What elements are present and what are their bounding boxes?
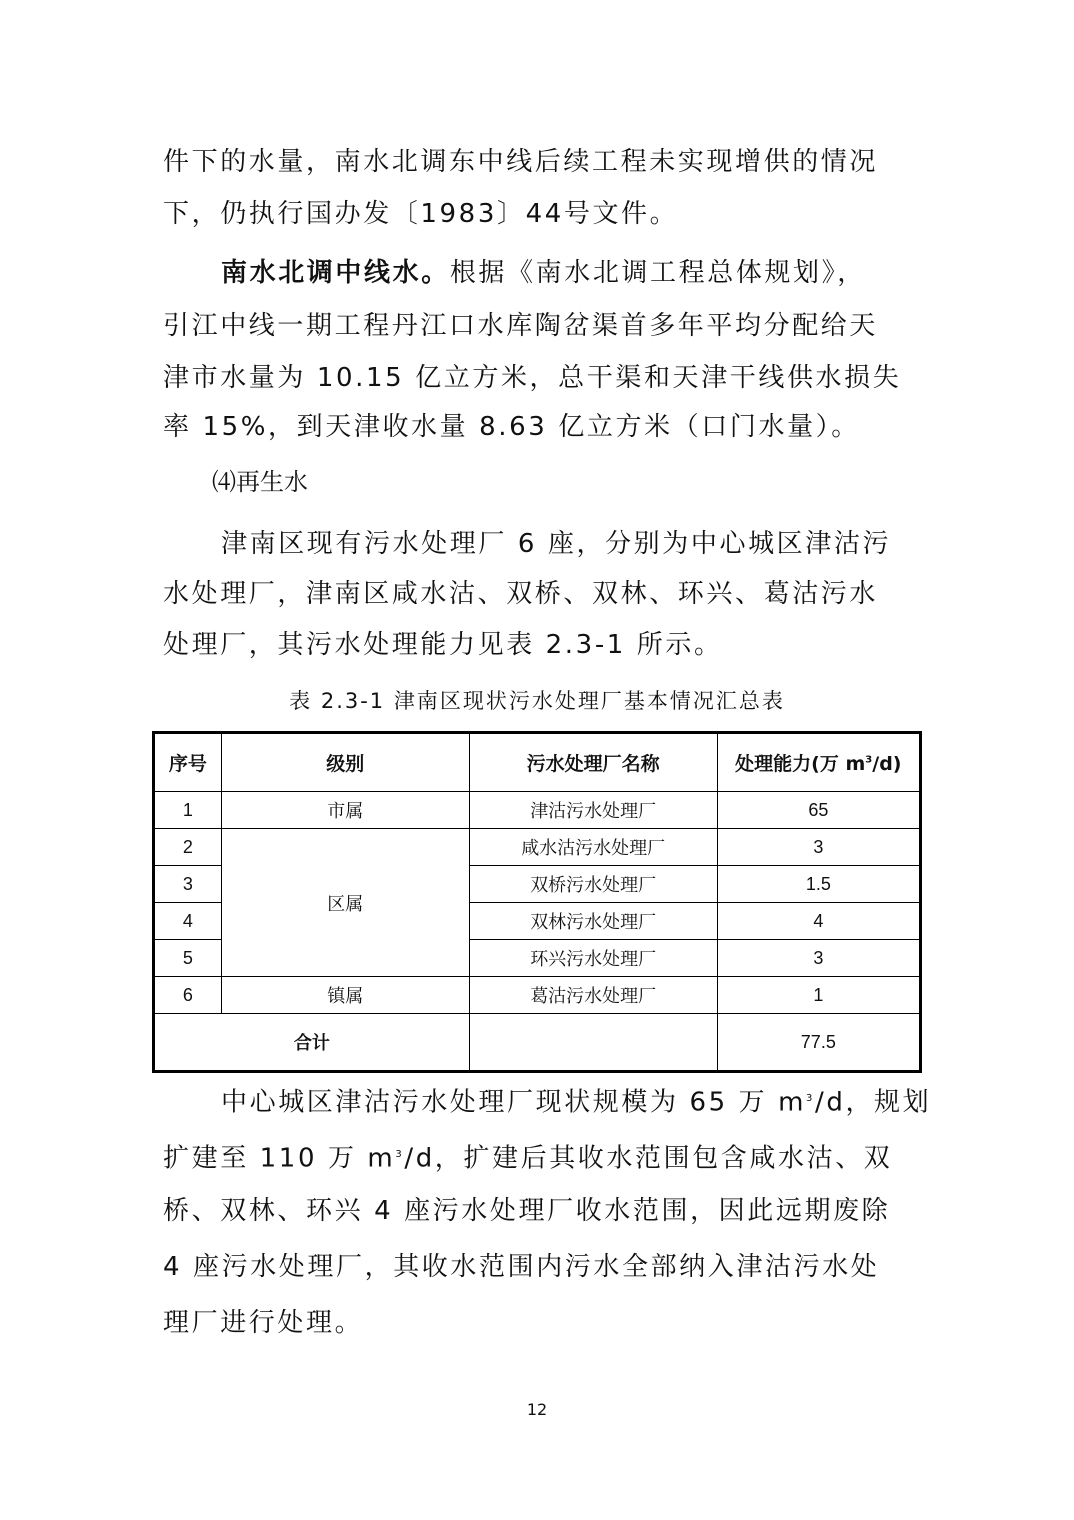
table-row <box>154 829 921 866</box>
cell-capacity: 65 <box>717 792 920 829</box>
paragraph-4-line-1 <box>163 1071 932 1131</box>
cell-index: 1 <box>154 792 222 829</box>
paragraph-3-line-1: 津南区现有污水处理厂 6 座，分别为中心城区津沽污 <box>221 529 892 559</box>
total-name <box>469 1014 717 1072</box>
paragraph-2-lead: 南水北调中线水。 <box>221 258 450 288</box>
paragraph-2-line-4: 率 15%，到天津收水量 8.63 亿立方米（口门水量）。 <box>163 412 860 442</box>
paragraph-1-line-2: 下，仍执行国办发〔1983〕44号文件。 <box>163 199 679 229</box>
superscript: 3 <box>806 1093 815 1104</box>
cell-name: 双桥污水处理厂 <box>469 866 717 903</box>
cell-level-merged: 区属 <box>221 829 469 977</box>
cell-name: 咸水沽污水处理厂 <box>469 829 717 866</box>
superscript: 3 <box>395 1149 405 1160</box>
table-row <box>154 977 921 1014</box>
section-heading-recycled-water: ⑷再生水 <box>212 468 308 496</box>
paragraph-1-line-1: 件下的水量，南水北调东中线后续工程未实现增供的情况 <box>163 147 879 177</box>
paragraph-4-line-2-tail: /d，扩建后其收水范围包含咸水沽、双 <box>404 1143 893 1174</box>
paragraph-4-line-4: 4 座污水处理厂，其收水范围内污水全部纳入津沽污水处 <box>163 1252 880 1282</box>
cell-capacity: 3 <box>717 940 920 977</box>
header-capacity-sup: 3 <box>865 754 873 766</box>
wastewater-plants-table <box>152 731 922 1073</box>
header-index: 序号 <box>154 733 222 792</box>
paragraph-2-line-1 <box>163 245 908 301</box>
header-name: 污水处理厂名称 <box>469 733 717 792</box>
paragraph-4-line-2 <box>163 1127 908 1187</box>
cell-capacity: 3 <box>717 829 920 866</box>
paragraph-4-line-1-tail: /d，规划 <box>814 1087 932 1118</box>
cell-capacity: 4 <box>717 903 920 940</box>
cell-level: 市属 <box>221 792 469 829</box>
cell-capacity: 1 <box>717 977 920 1014</box>
cell-name: 环兴污水处理厂 <box>469 940 717 977</box>
cell-index: 2 <box>154 829 222 866</box>
paragraph-2-line-3: 津市水量为 10.15 亿立方米，总干渠和天津干线供水损失 <box>163 363 902 393</box>
cell-name: 津沽污水处理厂 <box>469 792 717 829</box>
paragraph-3-line-3: 处理厂，其污水处理能力见表 2.3-1 所示。 <box>163 630 723 660</box>
table-caption: 表 2.3-1 津南区现状污水处理厂基本情况汇总表 <box>289 689 785 713</box>
header-capacity-unit: /d) <box>872 753 902 775</box>
table-header-row <box>154 733 921 792</box>
table-total-row <box>154 1014 921 1072</box>
cell-index: 4 <box>154 903 222 940</box>
cell-name: 双林污水处理厂 <box>469 903 717 940</box>
cell-level: 镇属 <box>221 977 469 1014</box>
cell-name: 葛沽污水处理厂 <box>469 977 717 1014</box>
total-capacity: 77.5 <box>717 1014 920 1072</box>
paragraph-3-line-2: 水处理厂，津南区咸水沽、双桥、双林、环兴、葛沽污水 <box>163 579 879 609</box>
cell-capacity: 1.5 <box>717 866 920 903</box>
paragraph-4-line-1-text: 中心城区津沽污水处理厂现状规模为 65 万 m <box>221 1087 807 1118</box>
paragraph-4-line-5: 理厂进行处理。 <box>163 1308 364 1338</box>
header-capacity-text: 处理能力(万 m <box>735 753 866 775</box>
paragraph-2-line-2: 引江中线一期工程丹江口水库陶岔渠首多年平均分配给天 <box>163 311 879 341</box>
paragraph-4-line-2-text: 扩建至 110 万 m <box>163 1143 396 1174</box>
paragraph-4-line-3: 桥、双林、环兴 4 座污水处理厂收水范围，因此远期废除 <box>163 1196 891 1226</box>
cell-index: 5 <box>154 940 222 977</box>
header-capacity <box>717 733 920 792</box>
cell-index: 3 <box>154 866 222 903</box>
header-level: 级别 <box>221 733 469 792</box>
paragraph-2-line-1-text: 根据《南水北调工程总体规划》， <box>449 258 866 288</box>
cell-index: 6 <box>154 977 222 1014</box>
page-number: 12 <box>526 1400 548 1419</box>
table-row <box>154 792 921 829</box>
total-label: 合计 <box>154 1014 470 1072</box>
